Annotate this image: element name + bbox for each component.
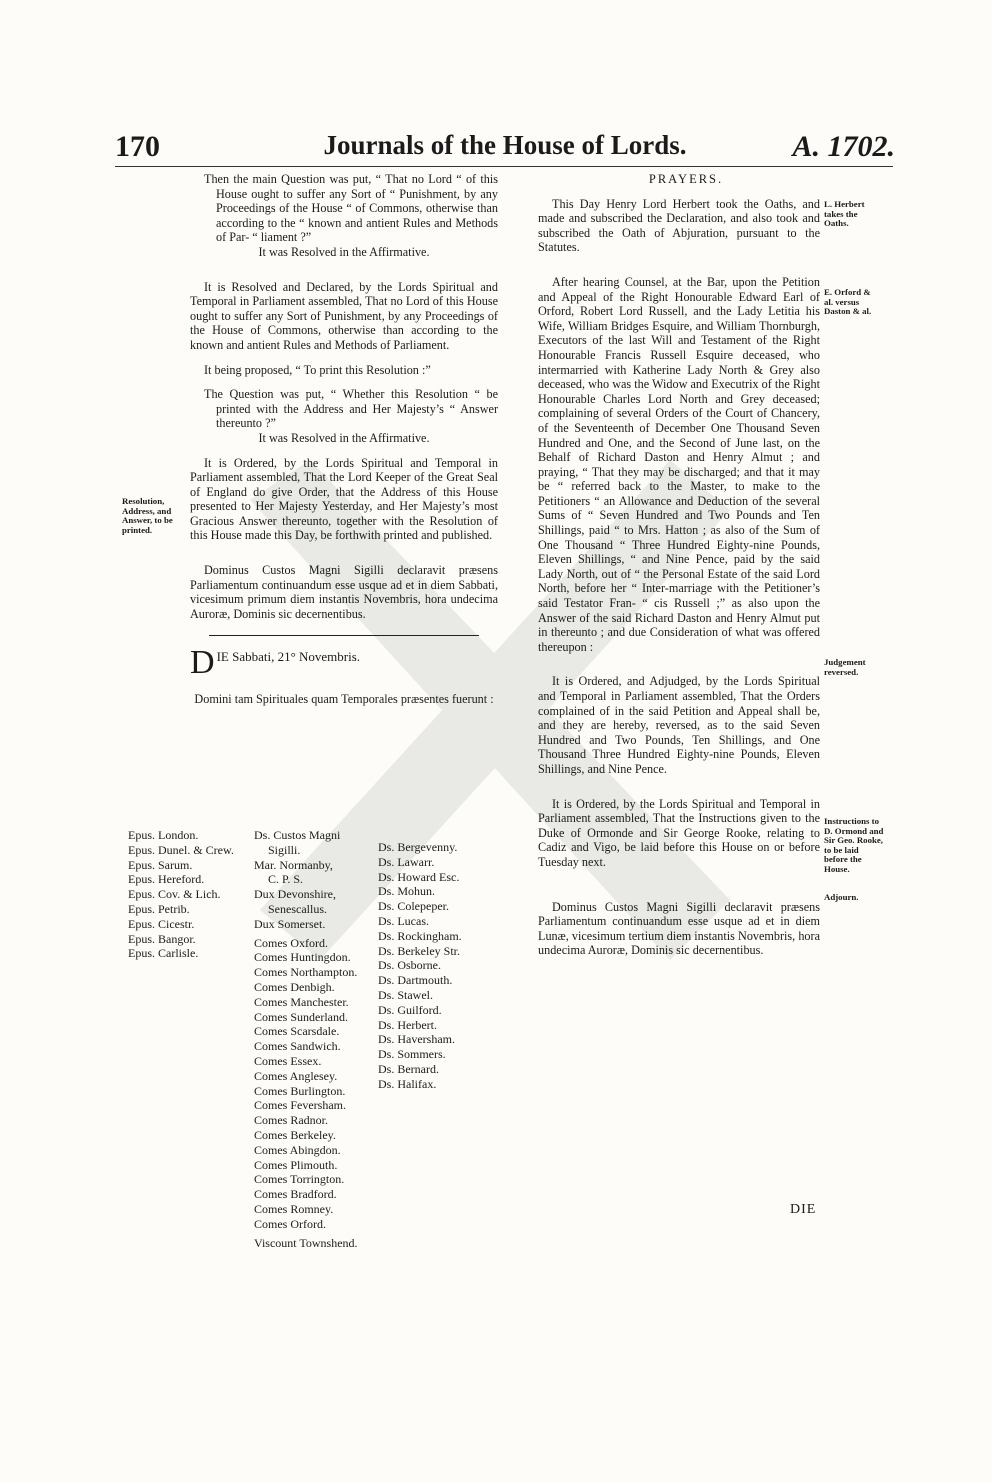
bishops-list <box>128 828 258 961</box>
section-rule <box>209 635 479 636</box>
lord-entry: Comes Radnor. <box>254 1113 328 1128</box>
drop-cap: D <box>190 644 215 682</box>
lord-entry: Ds. Mohun. <box>378 884 436 899</box>
lord-entry: Ds. Osborne. <box>378 958 441 973</box>
judgement-order: It is Ordered, and Adjudged, by the Lords Spiritual and Temporal in Parliament assembled, That the Orders complained of in the said Petition and Appeal shall be, and they are hereby, reversed, as to the said Seven Hundred and Two Pounds, Ten Shillings, and One Thousand Three Hundred Eighty-nine Pounds, Eleven Shillings, and Nine Pence. <box>538 674 820 776</box>
lords-list <box>128 828 588 1248</box>
lord-entry: Epus. Sarum. <box>128 857 193 872</box>
prayers-heading: PRAYERS. <box>648 172 724 186</box>
lords-present: Domini tam Spirituales quam Temporales præsentes fuerunt : <box>194 692 494 707</box>
adjournment-left: Dominus Custos Magni Sigilli declaravit præsens Parliamentum continuandum esse usque ad et in diem Sabbati, vicesimum primum diem instantis Novembris, hora undecima Auroræ, Dominis sic decernentibus. <box>190 563 498 621</box>
lord-entry: Dux Somerset. <box>254 916 326 931</box>
margin-note-print: Resolution, Address, and Answer, to be printed. <box>122 496 173 535</box>
lord-entry: Epus. Bangor. <box>128 931 196 946</box>
print-order: It is Ordered, by the Lords Spiritual and Temporal in Parliament assembled, That the Lord Keeper of the Great Seal of England do give Order, that the Address of this House presented to Her Majesty Yesterday, and Her Majesty’s most Gracious Answer thereunto, together with the Resolution of this House made this Day, be forthwith printed and published. <box>190 455 498 543</box>
print-proposal: It being proposed, “ To print this Resolution :” <box>204 362 431 377</box>
lord-entry: Comes Abingdon. <box>254 1142 341 1157</box>
lord-entry: Dux Devonshire, <box>254 887 336 902</box>
lord-entry: Comes Torrington. <box>254 1172 345 1187</box>
lord-entry: Ds. Stawel. <box>378 987 433 1002</box>
print-question: The Question was put, “ Whether this Resolution “ be printed with the Address and Her Majesty’s “ Answer thereunto ?” <box>204 387 498 431</box>
officers-earls-list <box>254 828 384 1250</box>
lord-entry: Comes Denbigh. <box>254 979 335 994</box>
lord-entry: Epus. Cov. & Lich. <box>128 887 221 902</box>
lord-entry: Ds. Howard Esc. <box>378 869 460 884</box>
lord-entry: Ds. Lawarr. <box>378 854 435 869</box>
lord-entry: Comes Bradford. <box>254 1187 337 1202</box>
margin-note-instructions: Instructions to D. Ormond and Sir Geo. Rooke, to be laid before the House. <box>824 816 884 874</box>
lord-entry: Epus. Cicestr. <box>128 916 195 931</box>
lord-entry: Comes Essex. <box>254 1053 322 1068</box>
lord-entry: Ds. Haversham. <box>378 1032 455 1047</box>
catchword: DIE <box>790 1202 817 1217</box>
lord-entry: Comes Northampton. <box>254 965 358 980</box>
lord-entry: Comes Oxford. <box>254 935 328 950</box>
lord-entry: Comes Scarsdale. <box>254 1024 340 1039</box>
margin-note-orford: E. Orford & al. versus Daston & al. <box>824 287 872 317</box>
adjournment-right: Dominus Custos Magni Sigilli declaravit præsens Parliamentum continuandum esse usque ad et in diem Lunæ, vicesimum tertium diem instantis Novembris, hora undecima Auroræ, Dominis sic decernentibus. <box>538 899 820 958</box>
lord-entry: Ds. Bergevenny. <box>378 840 458 854</box>
lord-entry: Comes Anglesey. <box>254 1068 338 1083</box>
margin-note-judgement: Judgement reversed. <box>824 657 866 677</box>
header-rule <box>115 166 893 167</box>
right-column <box>538 172 820 958</box>
margin-note-adjourn: Adjourn. <box>824 892 859 902</box>
lord-entry: C. P. S. <box>268 872 304 887</box>
lord-entry: Ds. Bernard. <box>378 1061 439 1076</box>
lord-entry: Epus. Carlisle. <box>128 946 199 961</box>
lord-entry: Ds. Lucas. <box>378 913 429 928</box>
main-question: Then the main Question was put, “ That no Lord “ of this House ought to suffer any Sort of “ Punishment, by any Proceedings of the House “ of Commons, otherwise than according to the “ known and antient Rules and Methods of Par- “ liament ?” <box>204 172 498 245</box>
lord-entry: Senescallus. <box>268 901 327 916</box>
lord-entry: Comes Plimouth. <box>254 1157 338 1172</box>
lord-entry: Ds. Halifax. <box>378 1076 437 1091</box>
resolution-declared: It is Resolved and Declared, by the Lords Spiritual and Temporal in Parliament assembled, That no Lord of this House ought to suffer any Sort of Punishment, by any Proceedings of the House of Commons, otherwise than according to the known and antient Rules and Methods of Parliament. <box>190 279 498 352</box>
page-number: 170 <box>115 130 160 163</box>
orford-appeal: After hearing Counsel, at the Bar, upon the Petition and Appeal of the Right Honourable Edward Earl of Orford, Robert Lord Russell, and the Lady Letitia his Wife, William Bridges Esquire, and William Thornburgh, Executors of the last Will and Testament of the Right Honourable Francis Russell Esquire deceased, who intermarried with Katherine Lady North & Grey also deceased, who was the Widow and Executrix of the Right Honourable Charles Lord North and Grey deceased; complaining of several Orders of the Court of Chancery, of the Seventeenth of December One Thousand Seven Hundred and One, and the Second of June last, on the Behalf of Richard Daston and Henry Almut ; and praying, “ That they may be discharged; and that it may be “ referred back to the Master, to make to the Petitioners “ an Allowance and Deduction of the several Sums of “ Seven Hundred and Two Pounds and Ten Shillings, paid “ to Mrs. Hatton ; as also of the Sum of One Thousand “ Three Hundred Eighty-nine Pounds, Eleven Shillings, “ and Nine Pence, paid by the said Lady North, out of “ the Personal Estate of the said Lord North, before her “ Inter-marriage with the Petitioner’s said Testator Fran- “ cis Russell ;” as also upon the Answer of the said Richard Daston and Henry Almut put in thereunto ; and due Consideration of what was offered thereupon : <box>538 274 820 654</box>
margin-note-herbert: L. Herbert takes the Oaths. <box>824 199 865 229</box>
lord-entry: Ds. Custos Magni <box>254 828 341 842</box>
lord-entry: Comes Burlington. <box>254 1083 346 1098</box>
herbert-oaths: This Day Henry Lord Herbert took the Oaths, and made and subscribed the Declaration, and also took and subscribed the Oath of Abjuration, pursuant to the Statutes. <box>538 196 820 255</box>
lord-entry: Ds. Guilford. <box>378 1002 442 1017</box>
lord-entry: Ds. Dartmouth. <box>378 973 453 988</box>
lord-entry: Comes Sandwich. <box>254 1039 341 1054</box>
day-heading-text: IE Sabbati, 21° Novembris. <box>216 649 361 665</box>
page-title: Journals of the House of Lords. <box>323 130 687 160</box>
resolved-affirmative-2: It was Resolved in the Affirmative. <box>258 430 430 445</box>
lord-entry: Ds. Berkeley Str. <box>378 943 460 958</box>
lord-entry: Ds. Herbert. <box>378 1017 437 1032</box>
resolved-affirmative-1: It was Resolved in the Affirmative. <box>258 244 430 259</box>
day-heading <box>190 644 498 682</box>
lord-entry: Comes Orford. <box>254 1216 326 1231</box>
lord-entry: Epus. Hereford. <box>128 872 205 887</box>
lord-entry: Ds. Sommers. <box>378 1047 446 1062</box>
page-year: A. 1702. <box>792 130 895 163</box>
lord-entry: Comes Manchester. <box>254 994 349 1009</box>
lord-entry: Epus. Petrib. <box>128 901 190 916</box>
lord-entry: Comes Sunderland. <box>254 1009 348 1024</box>
lord-entry: Viscount Townshend. <box>254 1235 358 1250</box>
lord-entry: Comes Berkeley. <box>254 1127 336 1142</box>
left-column <box>190 172 498 707</box>
lord-entry: Comes Feversham. <box>254 1098 346 1113</box>
lord-entry: Comes Romney. <box>254 1201 334 1216</box>
page-header <box>115 130 895 170</box>
lord-entry: Ds. Rockingham. <box>378 928 462 943</box>
lord-entry: Epus. London. <box>128 828 199 842</box>
lord-entry: Comes Huntingdon. <box>254 950 351 965</box>
instructions-order: It is Ordered, by the Lords Spiritual and Temporal in Parliament assembled, That the Instructions given to the Duke of Ormonde and Sir George Rooke, relating to Cadiz and Vigo, be laid before this House on or before Tuesday next. <box>538 796 820 869</box>
lord-entry: Epus. Dunel. & Crew. <box>128 842 234 857</box>
lord-entry: Ds. Colepeper. <box>378 899 449 914</box>
lord-entry: Sigilli. <box>268 842 301 857</box>
barons-list <box>378 840 508 1092</box>
lord-entry: Mar. Normanby, <box>254 857 333 872</box>
